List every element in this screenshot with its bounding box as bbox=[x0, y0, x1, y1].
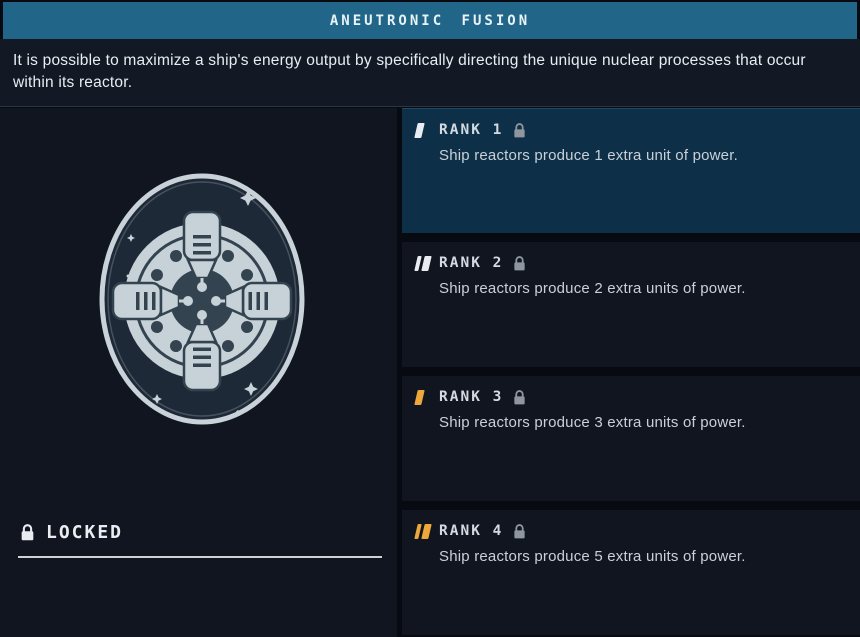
rank-pips bbox=[416, 256, 432, 271]
rank-label: RANK 1 bbox=[439, 122, 504, 138]
skill-description: It is possible to maximize a ship's energy output by specifically directing the unique nuclear processes that occur within its reactor. bbox=[13, 52, 806, 91]
lock-icon bbox=[513, 524, 526, 539]
rank-description: Ship reactors produce 1 extra unit of power. bbox=[439, 147, 738, 164]
rank-title-line bbox=[416, 523, 848, 539]
lock-icon bbox=[20, 524, 35, 541]
locked-label: LOCKED bbox=[46, 522, 124, 543]
rank-description: Ship reactors produce 3 extra units of power. bbox=[439, 414, 746, 431]
skill-header-bar bbox=[3, 2, 857, 39]
rank-row-4[interactable] bbox=[402, 510, 860, 635]
lock-icon bbox=[513, 390, 526, 405]
rank-label: RANK 4 bbox=[439, 523, 504, 539]
rank-row-1[interactable] bbox=[402, 108, 860, 233]
rank-pip bbox=[414, 390, 424, 405]
lock-icon bbox=[513, 256, 526, 271]
rank-title-line bbox=[416, 255, 848, 271]
rank-pip bbox=[414, 256, 421, 271]
rank-pip bbox=[414, 123, 424, 138]
rank-title-line bbox=[416, 122, 848, 138]
locked-underline bbox=[18, 556, 382, 558]
rank-row-2[interactable] bbox=[402, 242, 860, 367]
lock-icon bbox=[513, 123, 526, 138]
rank-pips bbox=[416, 524, 432, 539]
content-area bbox=[0, 108, 860, 637]
rank-title-line bbox=[416, 389, 848, 405]
rank-pips bbox=[416, 390, 432, 405]
skill-emblem-patch bbox=[92, 166, 312, 432]
rank-label: RANK 3 bbox=[439, 389, 504, 405]
page-title: ANEUTRONIC FUSION bbox=[329, 12, 531, 29]
rank-pip bbox=[414, 524, 421, 539]
rank-row-3[interactable] bbox=[402, 376, 860, 501]
rank-pip bbox=[421, 524, 431, 539]
skill-description-band bbox=[0, 39, 860, 107]
rank-pips bbox=[416, 123, 432, 138]
rank-description: Ship reactors produce 2 extra units of power. bbox=[439, 280, 746, 297]
skill-locked-status bbox=[20, 522, 123, 543]
rank-description: Ship reactors produce 5 extra units of power. bbox=[439, 548, 746, 565]
skill-emblem-panel bbox=[0, 108, 397, 637]
rank-list bbox=[402, 108, 860, 637]
rank-label: RANK 2 bbox=[439, 255, 504, 271]
rank-pip bbox=[421, 256, 431, 271]
